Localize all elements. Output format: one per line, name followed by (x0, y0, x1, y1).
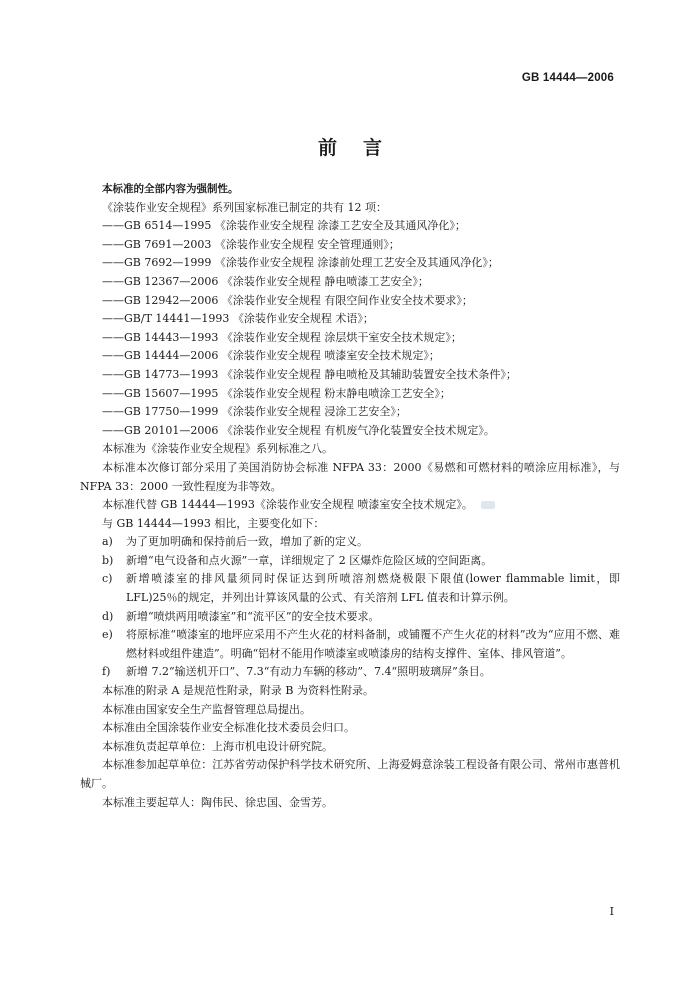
replaces-paragraph (80, 496, 620, 515)
change-marker: f) (102, 665, 111, 679)
change-item (80, 608, 620, 627)
lead-drafter-paragraph: 本标准负责起草单位：上海市机电设计研究院。 (102, 739, 333, 753)
list-item: ——GB 12942—2006 《涂装作业安全规程 有限空间作业安全技术要求》； (102, 293, 473, 307)
change-item (80, 570, 620, 607)
change-marker: e) (102, 628, 113, 642)
change-text: 新增喷漆室的排风量须同时保证达到所喷溶剂燃烧极限下限值(lower flammable limit，即 LFL)25％的规定，并列出计算该风量的公式、有关溶剂 LFL 值表和计算示例。 (126, 572, 620, 605)
change-text: 新增 7.2“输送机开口”、7.3“有动力车辆的移动”、7.4“照明玻璃屏”条目。 (126, 665, 491, 679)
series-list (80, 217, 620, 440)
list-item: ——GB 14443—1993 《涂装作业安全规程 涂层烘干室安全技术规定》； (102, 330, 462, 344)
change-marker: b) (102, 553, 114, 567)
change-marker: a) (102, 535, 113, 549)
list-item: ——GB 20101—2006 《涂装作业安全规程 有机废气净化装置安全技术规定》。 (102, 423, 495, 437)
change-text: 为了更加明确和保持前后一致，增加了新的定义。 (126, 535, 368, 549)
list-item: ——GB 15607—1995 《涂装作业安全规程 粉末静电喷涂工艺安全》； (102, 386, 451, 400)
list-item: ——GB 17750—1999 《涂装作业安全规程 浸涂工艺安全》； (102, 405, 407, 419)
change-marker: d) (102, 609, 114, 623)
change-text: 新增“喷烘两用喷漆室”和“流平区”的安全技术要求。 (126, 609, 380, 623)
list-item: ——GB 14773—1993 《涂装作业安全规程 静电喷枪及其辅助装置安全技术条件》； (102, 367, 517, 381)
nfpa-paragraph: 本标准本次修订部分采用了美国消防协会标准 NFPA 33：2000《易燃和可燃材料的喷涂应用标准》，与 NFPA 33：2000 一致性程度为非等效。 (80, 460, 620, 493)
replaces-text: 本标准代替 GB 14444—1993《涂装作业安全规程 喷漆室安全技术规定》。 (102, 498, 473, 512)
series-member-paragraph: 本标准为《涂装作业安全规程》系列标准之八。 (102, 442, 333, 456)
mandatory-statement: 本标准的全部内容为强制性。 (102, 183, 239, 195)
change-item (80, 663, 620, 682)
drafters-paragraph: 本标准主要起草人：陶伟民、徐忠国、金雪芳。 (102, 795, 333, 809)
change-marker: c) (102, 572, 113, 586)
page-number: I (609, 905, 614, 918)
proposer-paragraph: 本标准由国家安全生产监督管理总局提出。 (102, 702, 311, 716)
list-item: ——GB 14444—2006 《涂装作业安全规程 喷漆室安全技术规定》； (102, 349, 440, 363)
series-intro: 《涂装作业安全规程》系列国家标准已制定的共有 12 项： (102, 200, 387, 214)
change-item (80, 533, 620, 552)
page-title: 前言 (317, 137, 408, 159)
appendix-paragraph: 本标准的附录 A 是规范性附录，附录 B 为资料性附录。 (102, 684, 375, 698)
list-item: ——GB 7691—2003 《涂装作业安全规程 安全管理通则》； (102, 237, 400, 251)
participating-drafters-paragraph: 本标准参加起草单位：江苏省劳动保护科学技术研究所、上海爱姆意涂装工程设备有限公司、常州市惠普机械厂。 (80, 758, 620, 790)
committee-paragraph: 本标准由全国涂装作业安全标准化技术委员会归口。 (102, 721, 355, 735)
watermark-icon (481, 501, 495, 509)
changes-intro: 与 GB 14444—1993 相比，主要变化如下： (102, 516, 325, 530)
list-item: ——GB 6514—1995 《涂装作业安全规程 涂漆工艺安全及其通风净化》； (102, 219, 466, 233)
list-item: ——GB/T 14441—1993 《涂装作业安全规程 术语》； (102, 312, 374, 326)
change-item (80, 552, 620, 571)
list-item: ——GB 12367—2006 《涂装作业安全规程 静电喷漆工艺安全》； (102, 274, 429, 288)
change-text: 将原标准“喷漆室的地坪应采用不产生火花的材料备制，或铺覆不产生火花的材料”改为“应用不燃、难燃材料或组件建造”。明确“铝材不能用作喷漆室或喷漆房的结构支撑件、室体、排风管道”。 (126, 628, 620, 660)
change-text: 新增“电气设备和点火源”一章，详细规定了 2 区爆炸危险区域的空间距离。 (126, 553, 493, 567)
change-item (80, 626, 620, 663)
list-item: ——GB 7692—1999 《涂装作业安全规程 涂漆前处理工艺安全及其通风净化》； (102, 256, 499, 270)
changes-list (80, 533, 620, 682)
document-body (80, 180, 620, 812)
standard-number: GB 14444—2006 (521, 72, 614, 84)
